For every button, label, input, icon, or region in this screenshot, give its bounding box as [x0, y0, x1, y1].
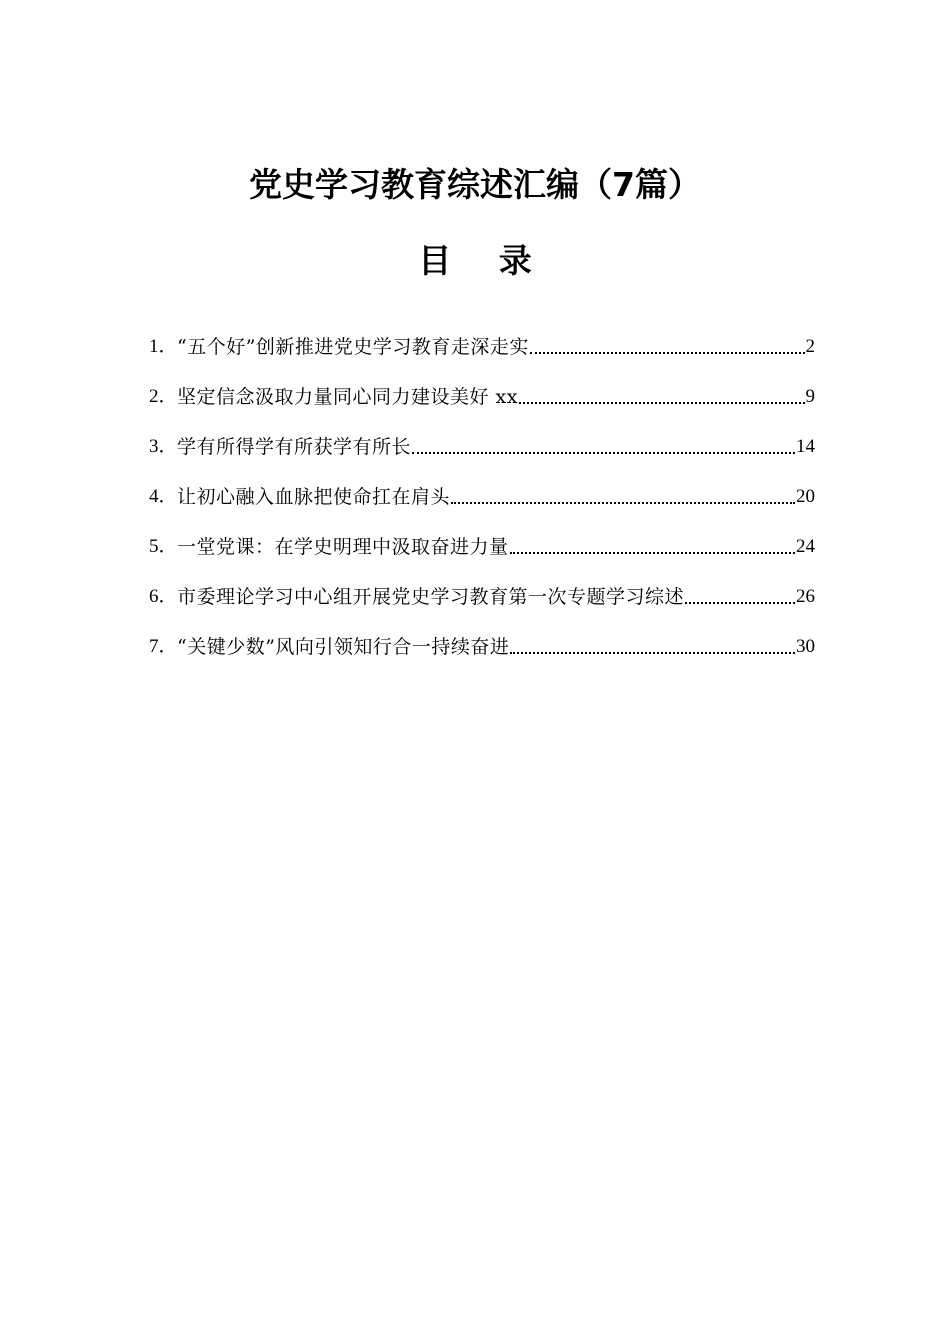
toc-dot-leader — [519, 382, 805, 412]
toc-entry[interactable] — [149, 522, 815, 572]
toc-entry-title: “关键少数”风向引领知行合一持续奋进 — [177, 636, 510, 658]
toc-entry-page: 24 — [796, 536, 815, 557]
toc-entry-title: 学有所得学有所获学有所长 — [177, 436, 412, 458]
toc-dot-leader — [530, 332, 805, 362]
toc-entry-title: 市委理论学习中心组开展党史学习教育第一次专题学习综述 — [177, 586, 685, 608]
toc-entry-title: “五个好”创新推进党史学习教育走深走实 — [177, 336, 529, 358]
toc-entry-number: 6． — [149, 586, 178, 607]
toc-entry-number: 5． — [149, 536, 178, 557]
toc-dot-leader — [510, 632, 795, 662]
toc-entry[interactable] — [149, 572, 815, 622]
table-of-contents — [149, 322, 815, 672]
toc-entry-title: 坚定信念汲取力量同心同力建设美好 xx — [177, 386, 518, 408]
toc-entry-number: 1． — [149, 336, 178, 357]
toc-entry-title: 一堂党课：在学史明理中汲取奋进力量 — [177, 536, 509, 558]
toc-entry[interactable] — [149, 372, 815, 422]
document-title: 党史学习教育综述汇编（7篇） — [249, 165, 701, 204]
toc-dot-leader — [412, 432, 795, 462]
toc-entry-page: 26 — [796, 586, 815, 607]
toc-entry-number: 2． — [149, 386, 178, 407]
toc-entry-number: 4． — [149, 486, 178, 507]
toc-entry-page: 14 — [796, 436, 815, 457]
toc-entry-title: 让初心融入血脉把使命扛在肩头 — [177, 486, 451, 508]
toc-entry-number: 3． — [149, 436, 178, 457]
toc-entry-number: 7． — [149, 636, 178, 657]
toc-entry[interactable] — [149, 322, 815, 372]
toc-heading: 目 录 — [418, 241, 550, 280]
toc-entry-page: 9 — [805, 386, 815, 407]
toc-dot-leader — [451, 482, 795, 512]
toc-entry-page: 2 — [805, 336, 815, 357]
toc-entry[interactable] — [149, 472, 815, 522]
toc-entry[interactable] — [149, 422, 815, 472]
toc-dot-leader — [685, 582, 795, 612]
toc-entry-page: 30 — [796, 636, 815, 657]
toc-entry[interactable] — [149, 622, 815, 672]
toc-entry-page: 20 — [796, 486, 815, 507]
toc-dot-leader — [510, 532, 795, 562]
